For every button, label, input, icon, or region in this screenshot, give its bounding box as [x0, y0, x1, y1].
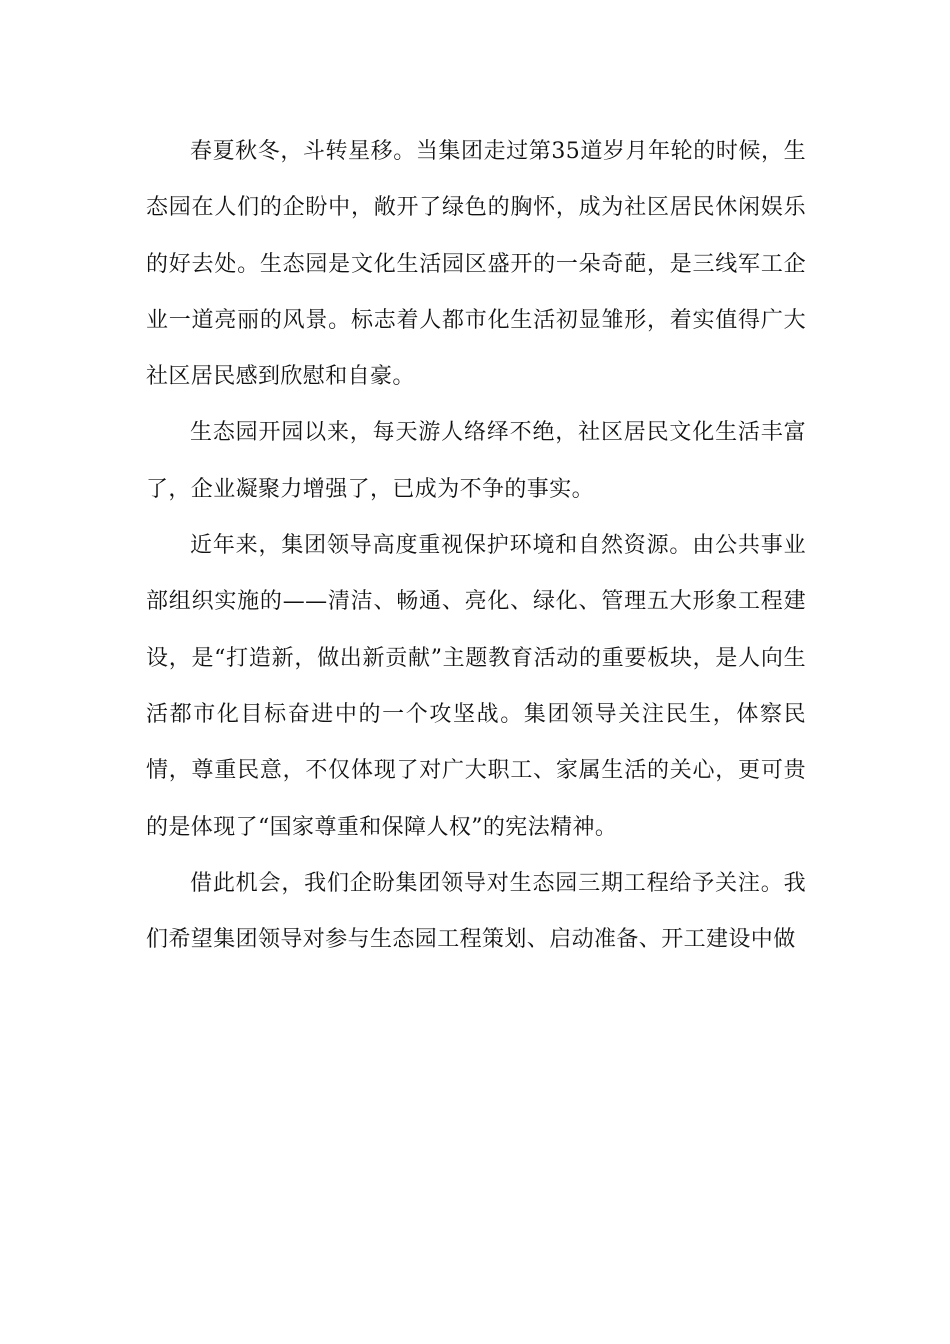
paragraph-1: 春夏秋冬，斗转星移。当集团走过第35道岁月年轮的时候，生态园在人们的企盼中，敞开了绿色的胸怀，成为社区居民休闲娱乐的好去处。生态园是文化生活园区盛开的一朵奇葩，是三线军工企业一道亮丽的风景。标志着人都市化生活初显雏形，着实值得广大社区居民感到欣慰和自豪。: [146, 139, 806, 390]
paragraph-4: 借此机会，我们企盼集团领导对生态园三期工程给予关注。我们希望集团领导对参与生态园工程策划、启动准备、开工建设中做: [146, 870, 806, 953]
paragraph-2: 生态园开园以来，每天游人络绎不绝，社区居民文化生活丰富了，企业凝聚力增强了，已成为不争的事实。: [146, 420, 806, 502]
document-body: [146, 124, 806, 968]
paragraph-3: 近年来，集团领导高度重视保护环境和自然资源。由公共事业部组织实施的——清洁、畅通、亮化、绿化、管理五大形象工程建设，是“打造新，做出新贡献”主题教育活动的重要板块，是人向生活都市化目标奋进中的一个攻坚战。集团领导关注民生，体察民情，尊重民意，不仅体现了对广大职工、家属生活的关心，更可贵的是体现了“国家尊重和保障人权”的宪法精神。: [146, 533, 806, 840]
